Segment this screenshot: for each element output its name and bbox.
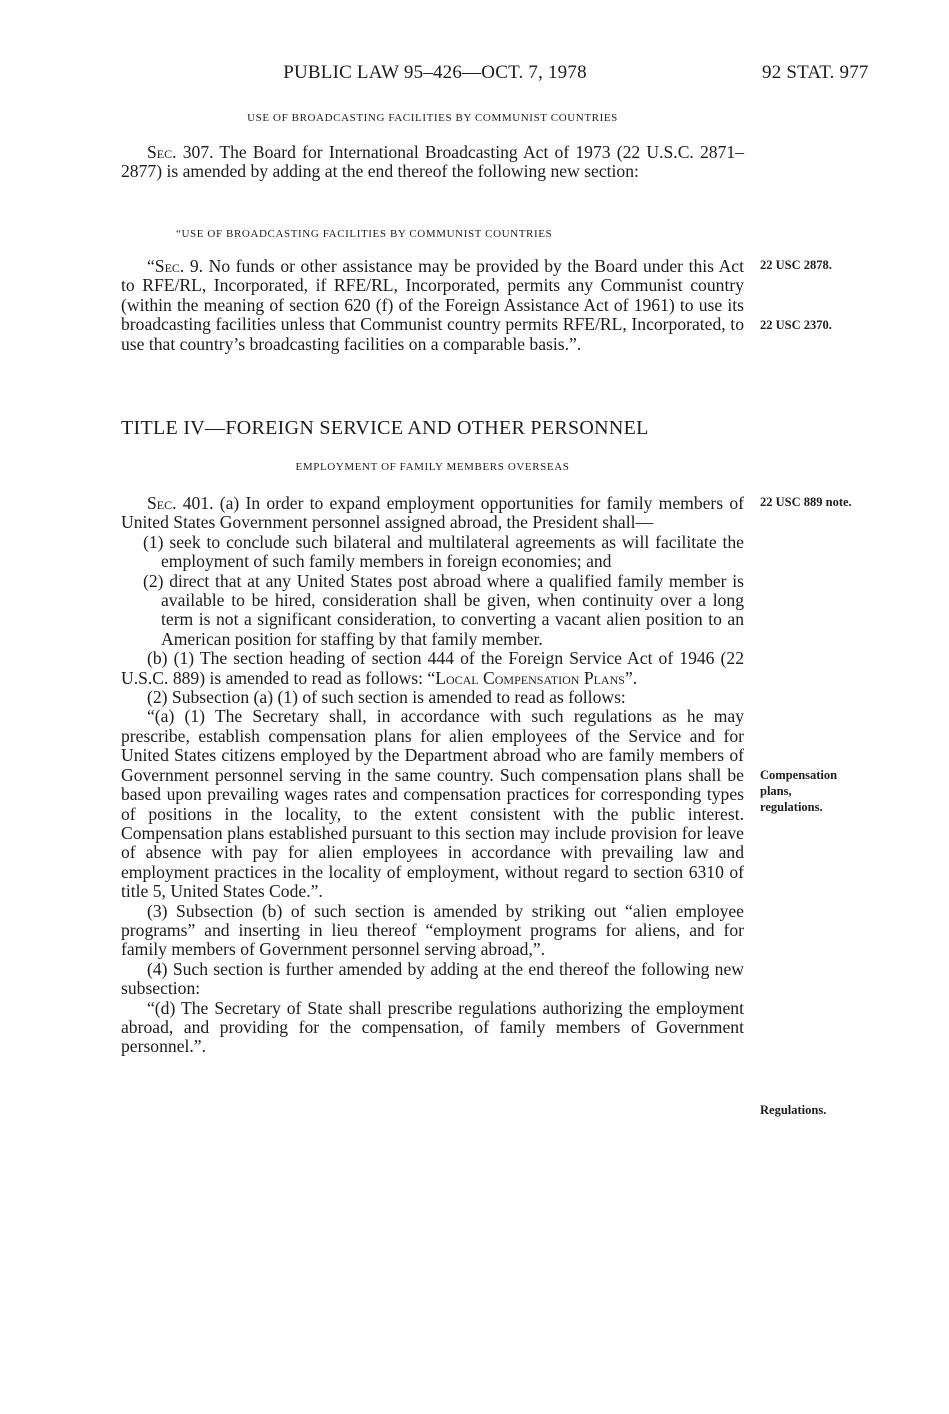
sec307-label: Sec. — [147, 142, 177, 162]
b1-text: (b) (1) The section heading of section 444 of the Foreign Service Act of 1946 (22 U.S.C. 889) is amended to read as follows: “ — [121, 648, 744, 688]
title-iv-heading: TITLE IV—FOREIGN SERVICE AND OTHER PERSONNEL — [121, 417, 649, 439]
item-2-text: direct that at any United States post abroad where a qualified family member is available to be hired, consideration shall be given, when continuity over a long term is not a significant consideration, to converting a vacant alien position to an American position for staffing by that family member. — [161, 570, 744, 649]
sec401-b2-quote: “(a) (1) The Secretary shall, in accordance with such regulations as he may prescribe, establish compensation plans for alien employees of the Service and for United States citizens employed by the Department abroad who are family members of Government personnel serving in the same country. Such compensation plans shall be based upon prevailing wages rates and compensation practices for corresponding types of positions in the locality, to the extent consistent with the public interest. Compensation plans established pursuant to this section may include provision for leave of absence with pay for alien employees in accordance with prevailing law and employment practices in the locality of employment, without regard to section 6310 of title 5, United States Code.”. — [121, 706, 744, 902]
margin-note-compensation-line2: plans, — [760, 784, 792, 798]
sec401-item-1 — [121, 533, 744, 572]
margin-note-22-usc-2878: 22 USC 2878. — [760, 258, 832, 272]
margin-note-regulations: Regulations. — [760, 1103, 827, 1117]
sec401-b1 — [121, 649, 744, 688]
item-2-number: (2) — [143, 570, 164, 591]
sec401-item-2 — [121, 572, 744, 650]
section-heading-employment: EMPLOYMENT OF FAMILY MEMBERS OVERSEAS — [295, 461, 570, 473]
sec9-label: “Sec. — [147, 256, 185, 276]
sec401-b2: (2) Subsection (a) (1) of such section is amended to read as follows: — [147, 687, 626, 708]
sec9-text: 9. No funds or other assistance may be provided by the Board under this Act to RFE/RL, Incorporated, if RFE/RL, Incorporated, permits any Communist country (within the meaning of section 620 (f) of the Foreign Assistance Act of 1961) to use its broadcasting facilities unless that Communist country permits RFE/RL, Incorporated, to use that country’s broadcasting facilities on a comparable basis.”. — [121, 256, 744, 354]
item-1-number: (1) — [143, 531, 164, 552]
sec401-intro: 401. (a) In order to expand employment opportunities for family members of United States Government personnel assigned abroad, the President shall— — [121, 493, 744, 533]
sec401-label: Sec. — [147, 493, 177, 513]
margin-note-22-usc-2370: 22 USC 2370. — [760, 318, 832, 332]
margin-note-compensation-line1: Compensation — [760, 768, 838, 782]
sec401-body — [121, 494, 744, 1057]
b1-caps-heading: Local Compensation Plans — [435, 667, 625, 688]
statute-page-number: 92 STAT. 977 — [762, 62, 869, 83]
quoted-heading-sec9: “USE OF BROADCASTING FACILITIES BY COMMUNIST COUNTRIES — [176, 228, 553, 240]
sec307-paragraph — [121, 143, 744, 182]
margin-note-compensation — [760, 767, 900, 815]
b1-end: ”. — [624, 667, 638, 688]
sec9-paragraph — [121, 257, 744, 354]
margin-note-22-usc-889: 22 USC 889 note. — [760, 495, 852, 509]
sec401-b4-quote: “(d) The Secretary of State shall prescribe regulations authorizing the employment abroad, and providing for the compensation, of family members of Government personnel.”. — [121, 997, 744, 1057]
margin-note-compensation-line3: regulations. — [760, 800, 823, 814]
section-heading-sec307: USE OF BROADCASTING FACILITIES BY COMMUNIST COUNTRIES — [247, 112, 618, 124]
sec401-b4: (4) Such section is further amended by adding at the end thereof the following new subsection: — [121, 958, 744, 999]
item-1-text: seek to conclude such bilateral and multilateral agreements as will facilitate the employment of such family members in foreign economies; and — [161, 531, 744, 572]
sec307-text: 307. The Board for International Broadcasting Act of 1973 (22 U.S.C. 2871–2877) is amended by adding at the end thereof the following new section: — [121, 142, 744, 182]
sec401-b3: (3) Subsection (b) of such section is amended by striking out “alien employee programs” and inserting in lieu thereof “employment programs for aliens, and for family members of Government personnel serving abroad,”. — [121, 900, 744, 960]
page-header-title: PUBLIC LAW 95–426—OCT. 7, 1978 — [283, 62, 587, 83]
